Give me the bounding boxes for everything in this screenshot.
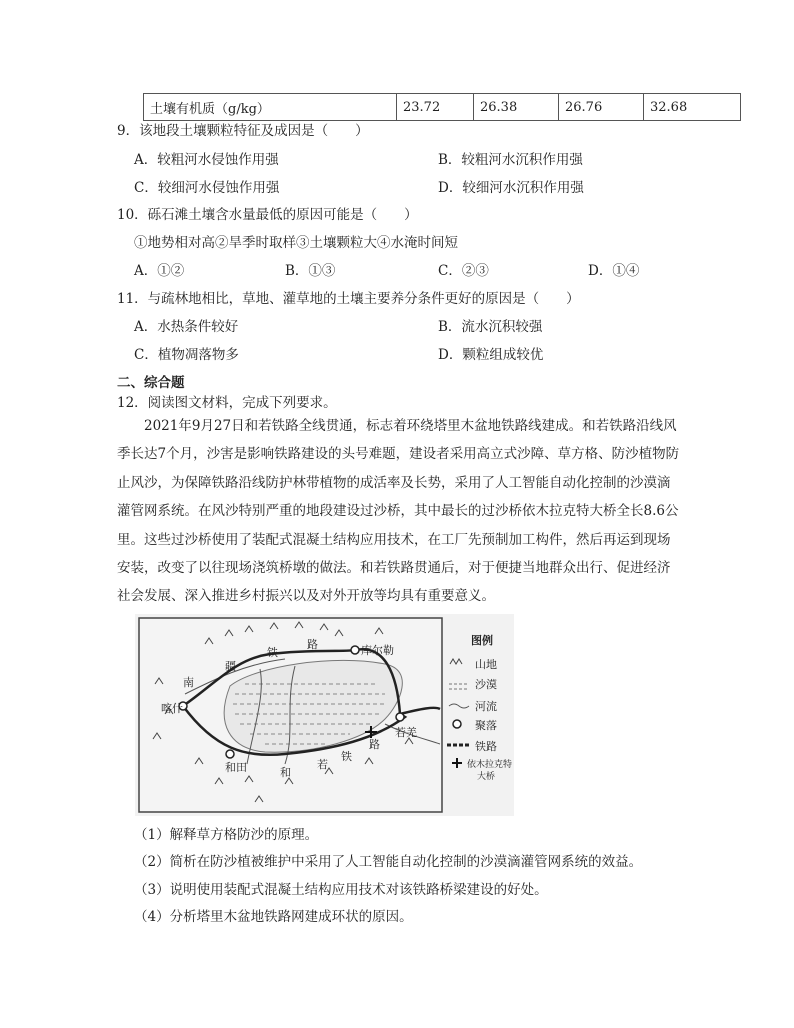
legend-mountain: 山地 xyxy=(475,658,497,671)
map-label-ruoqiang: 若羌 xyxy=(395,726,417,739)
q12-sub2: （2）简析在防沙植被维护中采用了人工智能自动化控制的沙漠滴灌管网系统的效益。 xyxy=(134,854,643,870)
legend-river: 河流 xyxy=(475,700,497,713)
table-cell: 23.72 xyxy=(397,94,474,121)
q12-sub3: （3）说明使用装配式混凝土结构应用技术对该铁路桥梁建设的好处。 xyxy=(134,882,548,898)
q10-options-line: ①地势相对高②旱季时取样③土壤颗粒大④水淹时间短 xyxy=(134,235,458,251)
q10-option-b: B．①③ xyxy=(285,263,336,279)
map-label-kuerle: 库尔勒 xyxy=(361,644,394,657)
legend-title: 图例 xyxy=(471,634,493,647)
q9-option-b: B．较粗河水沉积作用强 xyxy=(438,152,583,168)
q10-option-c: C．②③ xyxy=(438,263,489,279)
soil-table xyxy=(143,93,741,121)
map-label-hetian: 和田 xyxy=(225,761,247,774)
q9-option-a: A．较粗河水侵蚀作用强 xyxy=(134,152,279,168)
settlement-hetian xyxy=(226,750,234,758)
legend-bridge-2: 大桥 xyxy=(477,772,496,782)
settlement-ruoqiang xyxy=(396,713,404,721)
q11-option-b: B．流水沉积较强 xyxy=(438,319,543,335)
q9-stem: 9．该地段土壤颗粒特征及成因是（ ） xyxy=(117,123,369,139)
tarim-basin-map xyxy=(135,614,514,816)
q9-option-d: D．较细河水沉积作用强 xyxy=(438,180,584,196)
map-label-jiang: 疆 xyxy=(225,660,236,673)
legend-railway: 铁路 xyxy=(475,740,497,753)
legend-settlement: 聚落 xyxy=(475,719,497,732)
map-label-ruo: 若 xyxy=(317,758,328,771)
legend-bridge-1: 依木拉克特 xyxy=(467,760,513,770)
q11-option-d: D．颗粒组成较优 xyxy=(438,347,544,363)
q12-sub1: （1）解释草方格防沙的原理。 xyxy=(134,827,319,843)
table-cell: 26.76 xyxy=(559,94,644,121)
map-figure xyxy=(135,614,514,816)
q12-stem: 12．阅读图文材料，完成下列要求。 xyxy=(117,395,337,411)
q11-option-a: A．水热条件较好 xyxy=(134,319,239,335)
q10-option-d: D．①④ xyxy=(588,263,640,279)
q12-sub4: （4）分析塔里木盆地铁路网建成环状的原因。 xyxy=(134,909,413,925)
map-label-tie1: 铁 xyxy=(267,646,278,659)
q12-passage: 2021年9月27日和若铁路全线贯通，标志着环绕塔里木盆地铁路线建成。和若铁路沿线风季长达7个月，沙害是影响铁路建设的头号难题，建设者采用高立式沙障、草方格、防沙植物防止风沙，为保障铁路沿线防护林带植物的成活率及长势，采用了人工智能自动化控制的沙漠滴灌管网系统。在风沙特别严重的地段建设过沙桥，其中最长的过沙桥依木拉克特大桥全长8.6公里。这些过沙桥使用了装配式混凝土结构应用技术，在工厂先预制加工构件，然后再运到现场安装，改变了以往现场浇筑桥墩的做法。和若铁路贯通后，对于便捷当地群众出行、促进经济社会发展、深入推进乡村振兴以及对外开放等均具有重要意义。 xyxy=(117,418,680,605)
q10-stem: 10．砾石滩土壤含水量最低的原因可能是（ ） xyxy=(117,207,418,223)
q11-option-c: C．植物凋落物多 xyxy=(134,347,239,363)
table-cell: 32.68 xyxy=(644,94,741,121)
map-label-tie2: 铁 xyxy=(341,750,352,763)
q11-stem: 11．与疏林地相比，草地、灌草地的土壤主要养分条件更好的原因是（ ） xyxy=(117,291,580,307)
q9-option-c: C．较细河水侵蚀作用强 xyxy=(134,180,280,196)
map-label-nan: 南 xyxy=(183,676,194,689)
map-label-he: 和 xyxy=(280,766,291,779)
q10-option-a: A．①② xyxy=(134,263,185,279)
legend-markers xyxy=(447,659,469,768)
section-heading: 二、综合题 xyxy=(117,375,185,391)
table-cell: 26.38 xyxy=(474,94,559,121)
settlement-kuerle xyxy=(351,646,359,654)
map-label-lu1: 路 xyxy=(307,638,318,651)
table-row xyxy=(144,94,741,121)
map-label-kashi: 喀什 xyxy=(161,702,183,715)
map-label-lu2: 路 xyxy=(369,738,380,751)
table-row-label: 土壤有机质（g/kg） xyxy=(144,94,397,121)
legend-desert: 沙漠 xyxy=(475,678,497,691)
